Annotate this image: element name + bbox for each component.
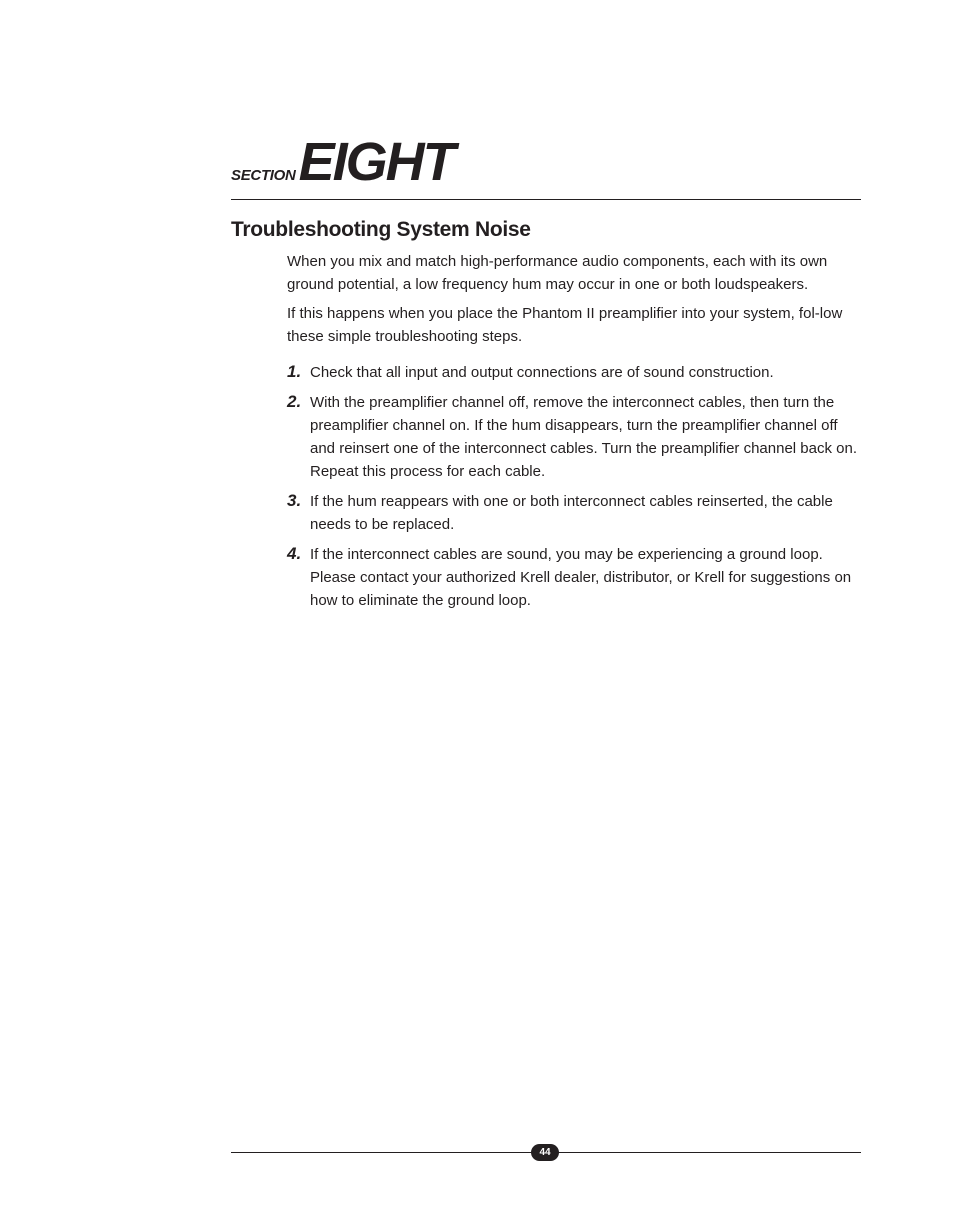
page-title: Troubleshooting System Noise — [231, 218, 531, 241]
list-item — [287, 490, 863, 536]
header-rule — [231, 199, 861, 200]
list-item — [287, 361, 863, 384]
intro-paragraph: If this happens when you place the Phantom II preamplifier into your system, fol-low these simple troubleshooting steps. — [287, 305, 843, 345]
list-item — [287, 391, 863, 483]
step-text: If the interconnect cables are sound, you may be experiencing a ground loop. Please contact your authorized Krell dealer, distributor, or Krell for suggestions on how to eliminate the ground loop. — [310, 546, 852, 609]
step-number: 1. — [287, 362, 302, 381]
body-content — [287, 250, 863, 619]
step-number: 4. — [287, 544, 302, 563]
section-number: EIGHT — [298, 132, 454, 192]
intro-paragraph: When you mix and match high-performance audio components, each with its own ground potential, a low frequency hum may occur in one or both loudspeakers. — [287, 253, 828, 293]
section-header — [231, 132, 454, 192]
step-text: With the preamplifier channel off, remove the interconnect cables, then turn the preamplifier channel on. If the hum disappears, turn the preamplifier channel off and reinsert one of the interconnect cables. Turn the preamplifier channel back on. Repeat this process for each cable. — [310, 394, 857, 480]
section-label: SECTION — [231, 167, 296, 184]
page-number-badge: 44 — [531, 1144, 559, 1161]
step-number: 2. — [287, 392, 302, 411]
troubleshooting-steps — [287, 361, 863, 612]
step-number: 3. — [287, 491, 302, 510]
step-text: Check that all input and output connections are of sound construction. — [310, 364, 774, 381]
step-text: If the hum reappears with one or both interconnect cables reinserted, the cable needs to be replaced. — [310, 493, 833, 533]
list-item — [287, 543, 863, 612]
